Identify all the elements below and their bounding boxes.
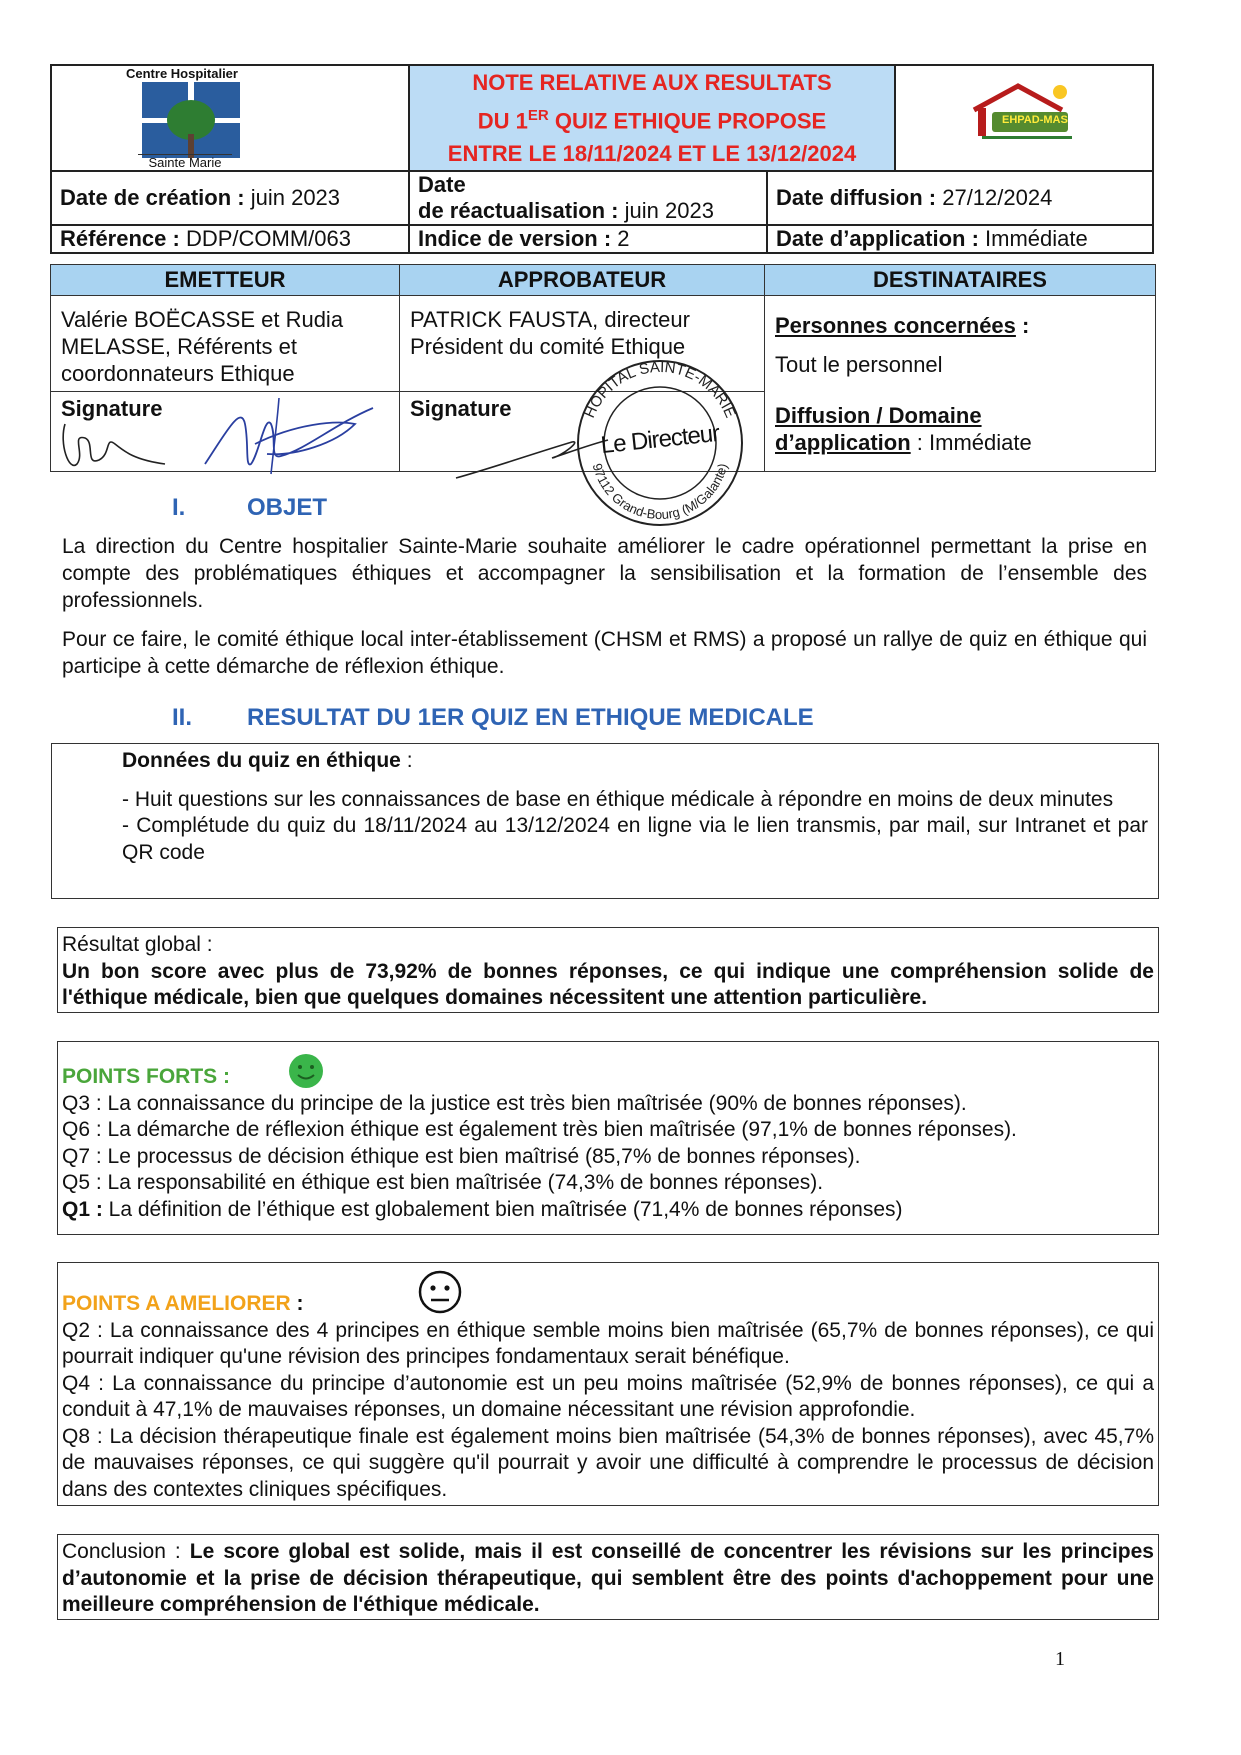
points-forts-item: Q3 : La connaissance du principe de la justice est très bien maîtrisée (90% de bonnes réponses).: [62, 1091, 967, 1115]
donnees-item-2: - Complétude du quiz du 18/11/2024 au 13/12/2024 en ligne via le lien transmis, par mail, sur Intranet et par QR code: [122, 814, 1148, 864]
donnees-colon: :: [400, 749, 413, 772]
title-line-1: NOTE RELATIVE AUX RESULTATS: [472, 70, 832, 95]
section-1-number: I.: [172, 494, 186, 521]
svg-text:HOPITAL SAINTE-MARIE: [581, 359, 739, 421]
points-forts-title: POINTS FORTS :: [62, 1065, 230, 1088]
document-title: [409, 65, 895, 171]
destinataires-header: DESTINATAIRES: [765, 265, 1156, 296]
points-forts-item: Q6 : La démarche de réflexion éthique est également très bien maîtrisée (97,1% de bonnes réponses).: [62, 1118, 1017, 1141]
section-1-paragraph-1: La direction du Centre hospitalier Sainte-Marie souhaite améliorer le cadre opérationnel permettant la prise en compte des problématiques éthiques et accompagner la sensibilisation et la formation de l’ensemble des professionnels.: [62, 535, 1147, 612]
points-forts-item: Q7 : Le processus de décision éthique est bien maîtrisé (85,7% de bonnes réponses).: [62, 1144, 861, 1168]
conclusion-label: Conclusion :: [62, 1540, 190, 1563]
donnees-label: Données du quiz en éthique: [122, 749, 401, 772]
creation-label: Date de création :: [60, 185, 245, 211]
hospital-logo-cell: [51, 65, 409, 171]
reference-value: DDP/COMM/063: [179, 226, 351, 252]
diffusion-domaine-value: : Immédiate: [910, 430, 1032, 455]
points-forts-box: [57, 1041, 1159, 1235]
points-forts-item: [62, 1197, 1154, 1224]
hospital-logo-icon: [142, 82, 242, 158]
conclusion-text: Le score global est solide, mais il est conseillé de concentrer les révisions sur les principes d’autonomie et la prise de décision thérapeutique, qui semblent être des points d'achoppement pour une meilleure compréhension de l'éthique médicale.: [62, 1540, 1154, 1616]
page-number: 1: [1055, 1648, 1065, 1670]
reference-cell: [51, 225, 409, 253]
reactualisation-value: juin 2023: [618, 198, 714, 224]
emetteur-signature-icon: [55, 394, 385, 478]
emetteur-names: Valérie BOËCASSE et Rudia MELASSE, Référents et coordonnateurs Ethique: [51, 296, 400, 392]
stamp-text: Le Directeur: [599, 419, 721, 460]
points-ameliorer-title: POINTS A AMELIORER: [62, 1292, 291, 1315]
happy-smiley-icon: [288, 1053, 324, 1089]
application-label: Date d’application :: [776, 226, 979, 252]
version-label: Indice de version :: [418, 226, 612, 252]
title-line-3: ENTRE LE 18/11/2024 ET LE 13/12/2024: [447, 141, 857, 167]
approbateur-line-2: Président du comité Ethique: [410, 334, 686, 359]
section-2-number: II.: [172, 704, 193, 731]
title-line-2: [418, 99, 886, 137]
title-line-2b: QUIZ ETHIQUE PROPOSE: [548, 108, 827, 134]
diffusion-value: 27/12/2024: [936, 185, 1053, 211]
stamp-ring-bottom: 97112 Grand-Bourg (M/Galante): [589, 461, 731, 523]
stamp-ring-top: HOPITAL SAINTE-MARIE: [581, 358, 739, 421]
donnees-item-1: - Huit questions sur les connaissances de base en éthique médicale à répondre en moins de deux minutes: [122, 787, 1114, 811]
emetteur-header: EMETTEUR: [51, 265, 400, 296]
ehpad-logo-cell: [895, 65, 1153, 171]
version-cell: [409, 225, 767, 253]
donnees-box: [51, 743, 1159, 899]
approbateur-header: APPROBATEUR: [400, 265, 765, 296]
resultat-text: Un bon score avec plus de 73,92% de bonnes réponses, ce qui indique une compréhension solide de l'éthique médicale, bien que quelques domaines nécessitent une attention particulière.: [62, 959, 1154, 1009]
section-1-paragraph-2: Pour ce faire, le comité éthique local inter-établissement (CHSM et RMS) a proposé un rallye de quiz en éthique qui participe à cette démarche de réflexion éthique.: [62, 628, 1147, 678]
reactualisation-cell: [409, 171, 767, 225]
destinataires-cell: [765, 296, 1156, 472]
creation-date-cell: [51, 171, 409, 225]
emetteur-signature-cell: [51, 392, 400, 472]
conclusion-box: [57, 1534, 1159, 1620]
points-forts-last-text: La définition de l’éthique est globalement bien maîtrisée (71,4% de bonnes réponses): [102, 1197, 903, 1221]
logo-top-text: Centre Hospitalier: [126, 66, 238, 81]
neutral-smiley-icon: [418, 1270, 462, 1314]
approbateur-line-1: PATRICK FAUSTA, directeur: [410, 307, 690, 332]
application-domaine-label: d’application: [775, 430, 911, 455]
reactualisation-label-2: de réactualisation :: [418, 198, 619, 224]
diffusion-label: Date diffusion :: [776, 185, 937, 211]
points-forts-item: Q5 : La responsabilité en éthique est bien maîtrisée (74,3% de bonnes réponses).: [62, 1171, 824, 1194]
section-2-title: RESULTAT DU 1ER QUIZ EN ETHIQUE MEDICALE: [247, 704, 814, 731]
diffusion-date-cell: [767, 171, 1153, 225]
section-1-title: OBJET: [247, 494, 328, 521]
header-table: [50, 64, 1154, 254]
points-forts-last-q: Q1 :: [62, 1197, 103, 1221]
version-value: 2: [611, 226, 630, 252]
director-stamp: [575, 358, 745, 528]
ehpad-logo-icon: [968, 80, 1078, 144]
personnes-colon: :: [1015, 313, 1030, 338]
resultat-box: [57, 927, 1159, 1013]
creation-value: juin 2023: [244, 185, 341, 211]
approbateur-signature-label: Signature: [410, 396, 512, 421]
points-ameliorer-colon: :: [290, 1292, 304, 1315]
diffusion-domaine-label: Diffusion / Domaine: [775, 403, 982, 428]
points-ameliorer-item-q4: Q4 : La connaissance du principe d’autonomie est un peu moins maîtrisée (52,9% de bonnes réponses), ce qui a conduit à 47,1% de mauvaises réponses, un domaine nécessitant une révision approfondie.: [62, 1371, 1154, 1421]
points-ameliorer-item-q2: Q2 : La connaissance des 4 principes en éthique semble moins bien maîtrisée (65,7% de bonnes réponses), ce qui pourrait indiquer qu'une révision des principes fondamentaux serait bénéfique.: [62, 1318, 1154, 1368]
logo-bottom-text: Sainte Marie: [138, 154, 232, 170]
application-value: Immédiate: [978, 226, 1088, 252]
reference-label: Référence :: [60, 226, 180, 252]
title-sup: ER: [527, 107, 549, 124]
personnes-value: Tout le personnel: [775, 352, 943, 377]
title-line-2a: DU 1: [477, 108, 528, 134]
emetteur-signature-label: Signature: [61, 396, 163, 421]
application-date-cell: [767, 225, 1153, 253]
points-ameliorer-item-q8: Q8 : La décision thérapeutique finale est également moins bien maîtrisée (54,3% de bonnes réponses), avec 45,7% de mauvaises réponses, ce qui suggère qu'il pourrait y avoir une difficulté à comprendre le processus de décision dans des contextes cliniques spécifiques.: [62, 1424, 1154, 1501]
ehpad-logo-text: EHPAD-MAS: [1002, 114, 1068, 126]
reactualisation-label-1: Date: [418, 172, 466, 198]
points-ameliorer-box: [57, 1262, 1159, 1506]
resultat-label: Résultat global :: [62, 933, 213, 956]
personnes-label: Personnes concernées: [775, 313, 1016, 338]
